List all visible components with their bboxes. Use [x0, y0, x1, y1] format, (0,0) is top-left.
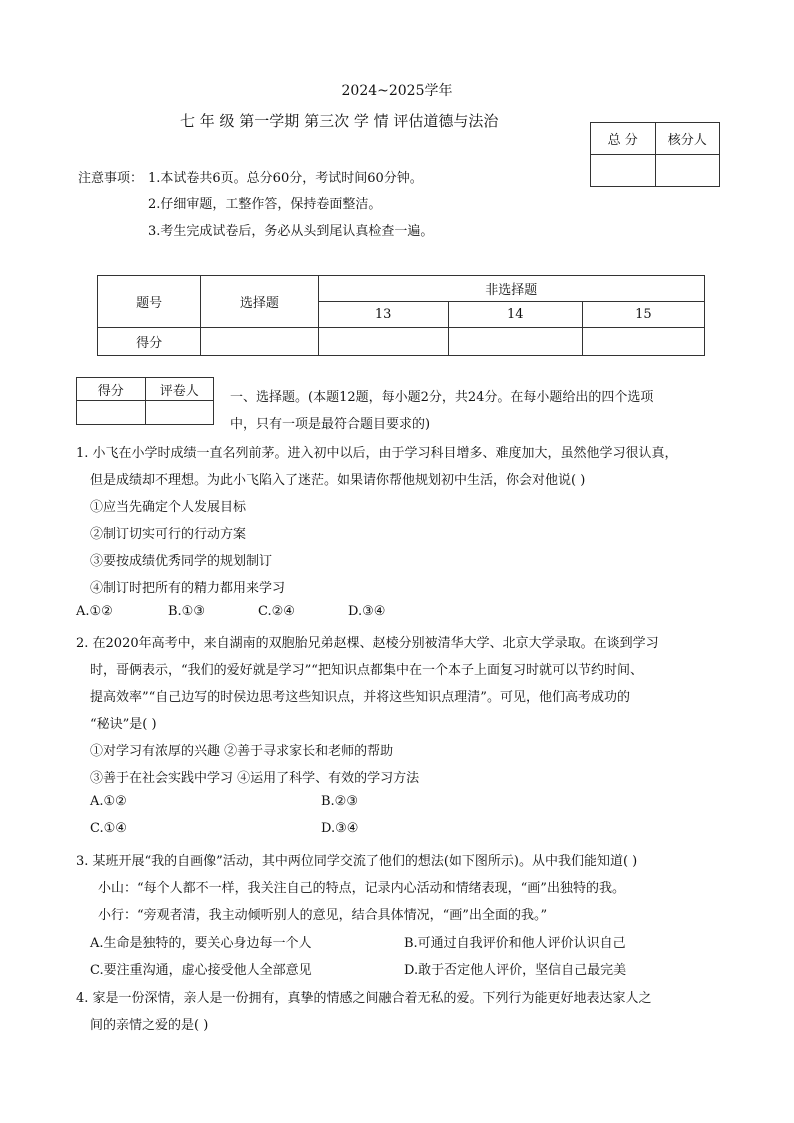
q2-choice-c[interactable]: C.①④ — [90, 821, 127, 836]
q2-stem-line1: 2. 在2020年高考中，来自湖南的双胞胎兄弟赵棵、赵棱分别被清华大学、北京大学录取。在谈到学习 — [76, 636, 659, 651]
q3-choice-c[interactable]: C.要注重沟通，虚心接受他人全部意见 — [90, 963, 312, 978]
total-score-box — [590, 122, 720, 187]
note-item-3: 3.考生完成试卷后，务必从头到尾认真检查一遍。 — [148, 224, 434, 239]
q3-choice-d[interactable]: D.敢于否定他人评价，坚信自己最完美 — [404, 963, 627, 978]
checker-cell[interactable] — [655, 155, 720, 187]
score-cell-14[interactable] — [448, 328, 582, 356]
total-label: 总 分 — [591, 123, 656, 155]
notes-label: 注意事项： — [78, 171, 144, 186]
q4-stem-line1: 4. 家是一份深情，亲人是一份拥有，真挚的情感之间融合着无私的爱。下列行为能更好地表达家人之 — [76, 991, 652, 1006]
col-14: 14 — [448, 302, 582, 328]
score-cell-13[interactable] — [318, 328, 448, 356]
q1-stem-line2: 但是成绩却不理想。为此小飞陷入了迷茫。如果请你帮他规划初中生活，你会对他说( ) — [90, 473, 586, 488]
section1-heading: 一、选择题。(本题12题，每小题2分，共24分。在每小题给出的四个选项 — [230, 390, 654, 405]
q3-choice-b[interactable]: B.可通过自我评价和他人评价认识自己 — [404, 936, 626, 951]
score-table — [97, 275, 705, 356]
q2-choice-d[interactable]: D.③④ — [321, 821, 359, 836]
q1-option-4: ④制订时把所有的精力都用来学习 — [90, 581, 286, 596]
note-item-2: 2.仔细审题，工整作答，保持卷面整洁。 — [148, 197, 382, 212]
section-grader-cell[interactable] — [145, 401, 214, 425]
score-row-label: 得分 — [98, 328, 201, 356]
total-cell[interactable] — [591, 155, 656, 187]
choice-header: 选择题 — [201, 276, 318, 328]
section-grader-label: 评卷人 — [145, 378, 214, 401]
q3-quote-xiaoxing: 小行：“旁观者清，我主动倾听别人的意见，结合具体情况，“画”出全面的我。” — [98, 908, 548, 923]
section-score-label: 得分 — [77, 378, 146, 401]
q3-quote-xiaoshan: 小山：“每个人都不一样，我关注自己的特点，记录内心活动和情绪表现，“画”出独特的我。 — [98, 881, 625, 896]
q1-stem-line1: 1. 小飞在小学时成绩一直名列前茅。进入初中以后，由于学习科目增多、难度加大，虽然他学习很认真， — [76, 446, 678, 461]
q2-choice-a[interactable]: A.①② — [90, 794, 127, 809]
q1-option-1: ①应当先确定个人发展目标 — [90, 500, 247, 515]
q1-choice-c[interactable]: C.②④ — [258, 604, 295, 619]
q2-stem-line3: 提高效率”“自己边写的时侯边思考这些知识点，并将这些知识点理清”。可见，他们高考成功的 — [90, 690, 630, 705]
col-15: 15 — [582, 302, 704, 328]
score-cell-choice[interactable] — [201, 328, 318, 356]
q3-stem-line1: 3. 某班开展“我的自画像”活动，其中两位同学交流了他们的想法(如下图所示)。从中我们能知道( ) — [76, 854, 638, 869]
section-grader-box — [76, 377, 214, 425]
q2-options-12: ①对学习有浓厚的兴趣 ②善于寻求家长和老师的帮助 — [90, 744, 394, 759]
q3-choice-a[interactable]: A.生命是独特的，要关心身边每一个人 — [90, 936, 312, 951]
non-choice-header: 非选择题 — [318, 276, 704, 302]
q1-option-3: ③要按成绩优秀同学的规划制订 — [90, 554, 273, 569]
exam-year: 2024~2025学年 — [341, 83, 453, 99]
q2-stem-line4: “秘诀”是( ) — [90, 717, 157, 732]
q2-options-34: ③善于在社会实践中学习 ④运用了科学、有效的学习方法 — [90, 771, 420, 786]
exam-title: 七 年 级 第一学期 第三次 学 情 评估道德与法治 — [180, 112, 499, 130]
q1-choice-d[interactable]: D.③④ — [348, 604, 386, 619]
note-item-1: 1.本试卷共6页。总分60分，考试时间60分钟。 — [148, 171, 423, 186]
section1-heading-cont: 中，只有一项是最符合题目要求的) — [230, 417, 431, 432]
q1-option-2: ②制订切实可行的行动方案 — [90, 527, 247, 542]
q4-stem-line2: 间的亲情之爱的是( ) — [90, 1018, 209, 1033]
score-cell-15[interactable] — [582, 328, 704, 356]
q1-choice-b[interactable]: B.①③ — [168, 604, 205, 619]
checker-label: 核分人 — [655, 123, 720, 155]
q2-stem-line2: 时，哥俩表示，“我们的爱好就是学习”“把知识点都集中在一个本子上面复习时就可以节约时间、 — [90, 663, 643, 678]
question-no-header: 题号 — [98, 276, 201, 328]
q2-choice-b[interactable]: B.②③ — [321, 794, 358, 809]
q1-choice-a[interactable]: A.①② — [76, 604, 113, 619]
col-13: 13 — [318, 302, 448, 328]
section-score-cell[interactable] — [77, 401, 146, 425]
